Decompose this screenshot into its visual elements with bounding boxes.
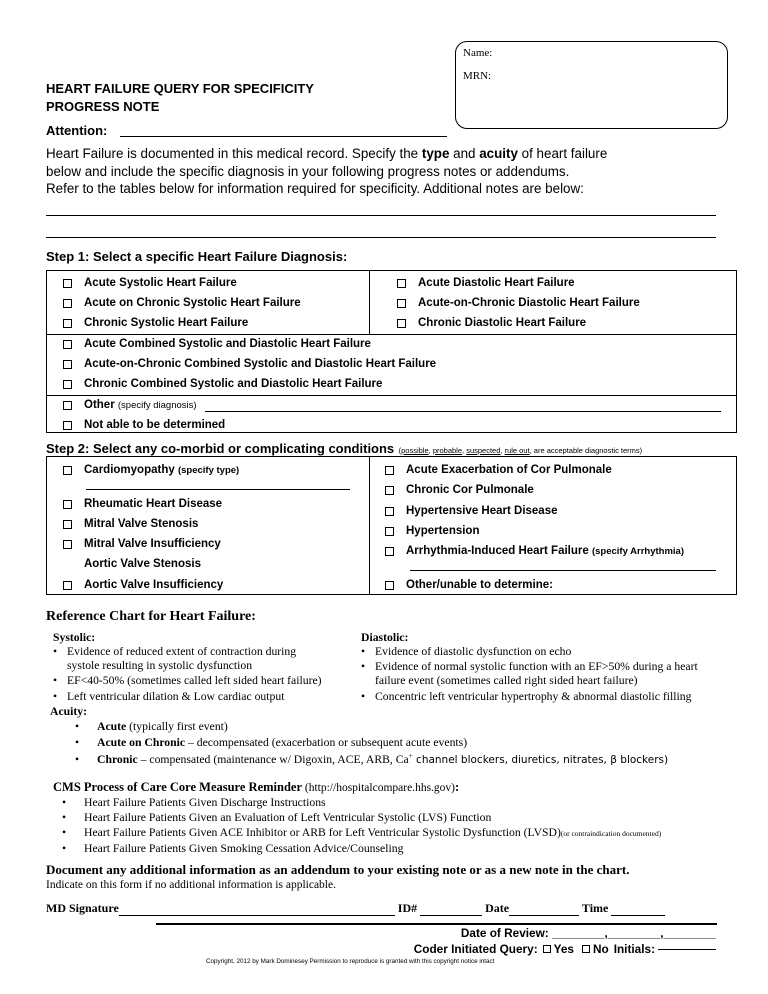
- md-signature-field[interactable]: [119, 915, 395, 916]
- diastolic-item: • Evidence of diastolic dysfunction on echo: [361, 645, 572, 658]
- checkbox[interactable]: [63, 520, 72, 529]
- diastolic-item: • Concentric left ventricular hypertrophy & abnormal diastolic filling: [361, 690, 692, 703]
- form-title-line1: HEART FAILURE QUERY FOR SPECIFICITY: [46, 81, 314, 96]
- diastolic-text: Evidence of normal systolic function with an EF>50% during a heart: [375, 660, 698, 673]
- checkbox[interactable]: [63, 360, 72, 369]
- step2-option-label: Acute Exacerbation of Cor Pulmonale: [406, 464, 612, 476]
- systolic-text: Evidence of reduced extent of contraction during: [67, 645, 297, 658]
- time-field[interactable]: [611, 915, 665, 916]
- step1-option-label: Acute Diastolic Heart Failure: [418, 277, 575, 289]
- diastolic-item-cont: [375, 674, 638, 687]
- systolic-text: systole resulting in systolic dysfunction: [67, 659, 253, 672]
- checkbox[interactable]: [385, 527, 394, 536]
- step1-option-label: Chronic Systolic Heart Failure: [84, 317, 249, 329]
- acuity-tail: channel blockers, diuretics, nitrates, β blockers): [412, 753, 669, 766]
- step1-option-label: Acute on Chronic Systolic Heart Failure: [84, 297, 301, 309]
- acuity-label: Acuity:: [50, 705, 88, 718]
- checkbox[interactable]: [63, 401, 72, 410]
- step1-option-label: Acute-on-Chronic Diastolic Heart Failure: [418, 297, 640, 309]
- checkbox[interactable]: [397, 319, 406, 328]
- intro-line1-b: of heart failure: [521, 146, 608, 161]
- step2-option-label: Aortic Valve Insufficiency: [84, 579, 224, 591]
- step2-option-label: Hypertension: [406, 525, 480, 537]
- diastolic-label: Diastolic:: [361, 631, 409, 644]
- step2-heading: Step 2: Select any co-morbid or complicating conditions: [46, 441, 395, 456]
- step2-option[interactable]: [385, 525, 480, 537]
- checkbox[interactable]: [63, 319, 72, 328]
- acuity-term: Chronic: [97, 752, 138, 766]
- step2-option-label: Chronic Cor Pulmonale: [406, 484, 534, 496]
- step1-option-label: Acute Combined Systolic and Diastolic Heart Failure: [84, 338, 371, 350]
- id-field[interactable]: [420, 915, 482, 916]
- step2-note-tail: , are acceptable diagnostic terms): [529, 446, 643, 455]
- intro-line2: below and include the specific diagnosis in your following progress notes or addendums.: [46, 164, 570, 179]
- systolic-item: • Evidence of reduced extent of contraction during: [53, 645, 297, 658]
- patient-info-box: [455, 41, 728, 129]
- notes-line-2[interactable]: [46, 237, 716, 238]
- cms-item: • Heart Failure Patients Given ACE Inhibitor or ARB for Left Ventricular Systolic Dysfunction (LVSD)(or contraindication documented): [62, 826, 662, 839]
- step1-other-note: (specify diagnosis): [117, 399, 197, 411]
- diastolic-text: Evidence of diastolic dysfunction on echo: [375, 645, 572, 658]
- step2-arrhythmia[interactable]: [385, 545, 684, 557]
- intro-line1-a: Heart Failure is documented in this medical record. Specify the: [46, 146, 419, 161]
- checkbox[interactable]: [63, 279, 72, 288]
- arrhythmia-type-field[interactable]: [410, 570, 716, 571]
- checkbox[interactable]: [385, 507, 394, 516]
- step1-option[interactable]: [63, 297, 301, 309]
- initials-field[interactable]: [658, 949, 716, 950]
- systolic-text: Left ventricular dilation & Low cardiac output: [67, 690, 285, 703]
- id-label: ID#: [397, 901, 418, 915]
- reference-title: Reference Chart for Heart Failure:: [46, 609, 256, 624]
- step1-option[interactable]: [63, 358, 436, 370]
- coder-query-label: Coder Initiated Query:: [413, 942, 538, 956]
- no-label: No: [592, 942, 609, 956]
- footer-rule: [156, 923, 717, 925]
- cms-item: • Heart Failure Patients Given Discharge Instructions: [62, 796, 326, 809]
- step1-rule-1: [46, 334, 737, 335]
- term-suspected: suspected: [466, 446, 501, 455]
- cardiomyopathy-note: (specify type): [177, 464, 240, 476]
- arrhythmia-label: Arrhythmia-Induced Heart Failure: [406, 545, 589, 557]
- acuity-item: • Acute (typically first event): [75, 720, 228, 733]
- cardiomyopathy-type-field[interactable]: [86, 489, 350, 490]
- step1-option[interactable]: [63, 338, 371, 350]
- mrn-label: MRN:: [463, 70, 492, 82]
- checkbox[interactable]: [63, 421, 72, 430]
- diastolic-text: failure event (sometimes called right sided heart failure): [375, 674, 638, 687]
- step2-option[interactable]: [385, 464, 612, 476]
- cms-item-text: Heart Failure Patients Given an Evaluation of Left Ventricular Systolic (LVS) Function: [84, 811, 492, 824]
- signature-row: [46, 901, 665, 916]
- date-field[interactable]: [509, 915, 579, 916]
- intro-line3: Refer to the tables below for information required for specificity. Additional notes are below:: [46, 181, 584, 196]
- step2-other-label: Other/unable to determine:: [406, 579, 553, 591]
- step2-other[interactable]: [385, 579, 553, 591]
- systolic-item: • Left ventricular dilation & Low cardiac output: [53, 690, 285, 703]
- step1-option-label: Chronic Diastolic Heart Failure: [418, 317, 587, 329]
- term-possible: possible: [401, 446, 429, 455]
- step1-not-able[interactable]: [63, 419, 225, 431]
- yes-checkbox[interactable]: [543, 945, 551, 953]
- cms-title: CMS Process of Care Core Measure Reminder: [53, 780, 303, 794]
- systolic-text: EF<40-50% (sometimes called left sided heart failure): [67, 674, 322, 687]
- step2-option-label: Hypertensive Heart Disease: [406, 505, 558, 517]
- term-probable: probable: [432, 446, 463, 455]
- step2-option[interactable]: [63, 518, 198, 530]
- other-diagnosis-field[interactable]: [205, 411, 721, 412]
- attention-label: Attention:: [46, 123, 108, 138]
- step2-option[interactable]: [385, 505, 558, 517]
- step1-other[interactable]: [63, 399, 197, 411]
- diastolic-item: • Evidence of normal systolic function with an EF>50% during a heart: [361, 660, 698, 673]
- systolic-item: • EF<40-50% (sometimes called left sided heart failure): [53, 674, 322, 687]
- notes-line-1[interactable]: [46, 215, 716, 216]
- step2-cardiomyopathy[interactable]: [63, 464, 239, 476]
- step2-option[interactable]: [63, 579, 223, 591]
- indicate-line: Indicate on this form if no additional information is applicable.: [46, 879, 336, 891]
- intro-type: type: [421, 146, 450, 161]
- step2-option-label: Mitral Valve Stenosis: [84, 518, 199, 530]
- acuity-item: • Chronic – compensated (maintenance w/ Digoxin, ACE, ARB, Ca+ channel blockers, diuretics, nitrates, β blockers): [75, 752, 669, 766]
- checkbox[interactable]: [63, 380, 72, 389]
- date-label: Date: [485, 901, 510, 915]
- step2-option[interactable]: [63, 498, 222, 510]
- cms-colon: :: [455, 780, 460, 794]
- systolic-label: Systolic:: [53, 631, 96, 644]
- checkbox[interactable]: [397, 299, 406, 308]
- step1-option-label: Chronic Combined Systolic and Diastolic Heart Failure: [84, 378, 383, 390]
- step1-divider: [369, 270, 370, 334]
- yes-label: Yes: [553, 942, 574, 956]
- checkbox[interactable]: [63, 581, 72, 590]
- checkbox[interactable]: [63, 540, 72, 549]
- attention-field[interactable]: [120, 136, 447, 137]
- acuity-term: Acute: [97, 720, 127, 733]
- acuity-desc: – compensated (maintenance w/ Digoxin, ACE, ARB, Ca: [137, 752, 409, 766]
- copyright: Copyright, 2012 by Mark Dominesey Permission to reproduce is granted with this copyright notice intact: [206, 958, 495, 965]
- step2-option-label: Rheumatic Heart Disease: [84, 498, 223, 510]
- step2-divider: [369, 456, 370, 595]
- date-of-review[interactable]: Date of Review: ________,________,________: [460, 926, 716, 940]
- form-title-line2: PROGRESS NOTE: [46, 99, 160, 114]
- step2-option[interactable]: [63, 538, 221, 550]
- name-label: Name:: [463, 47, 493, 59]
- coder-query-row: [414, 942, 716, 956]
- checkbox[interactable]: [385, 547, 394, 556]
- acuity-sup: +: [408, 752, 413, 760]
- diastolic-text: Concentric left ventricular hypertrophy & abnormal diastolic filling: [375, 690, 692, 703]
- cms-item-text: Heart Failure Patients Given ACE Inhibitor or ARB for Left Ventricular Systolic Dysfunction (LVSD): [84, 826, 561, 839]
- cms-item-text: Heart Failure Patients Given Smoking Cessation Advice/Counseling: [84, 842, 404, 855]
- checkbox[interactable]: [397, 279, 406, 288]
- checkbox[interactable]: [63, 500, 72, 509]
- step1-option-label: Acute Systolic Heart Failure: [84, 277, 237, 289]
- intro-and: and: [453, 146, 476, 161]
- step1-option[interactable]: [63, 378, 382, 390]
- step1-heading: Step 1: Select a specific Heart Failure Diagnosis:: [46, 249, 348, 264]
- cms-item: • Heart Failure Patients Given an Evaluation of Left Ventricular Systolic (LVS) Function: [62, 811, 492, 824]
- md-signature-label: MD Signature: [46, 901, 119, 915]
- checkbox[interactable]: [63, 340, 72, 349]
- cms-heading: [53, 780, 459, 795]
- cms-item-text: Heart Failure Patients Given Discharge Instructions: [84, 796, 326, 809]
- acuity-desc: – decompensated (exacerbation or subsequent acute events): [185, 736, 468, 749]
- checkbox[interactable]: [63, 466, 72, 475]
- step1-rule-2: [46, 395, 737, 396]
- checkbox[interactable]: [385, 466, 394, 475]
- document-line: Document any additional information as an addendum to your existing note or as a new note in the chart.: [46, 862, 630, 877]
- step1-option[interactable]: [397, 317, 586, 329]
- step1-not-able-label: Not able to be determined: [84, 419, 226, 431]
- step2-option[interactable]: [63, 558, 201, 570]
- systolic-item-cont: [67, 659, 252, 672]
- no-checkbox[interactable]: [582, 945, 590, 953]
- initials-label: Initials:: [613, 942, 655, 956]
- step2-option-label: Aortic Valve Stenosis: [84, 558, 201, 570]
- step1-option[interactable]: [63, 277, 237, 289]
- step1-other-label: Other: [84, 399, 115, 411]
- step2-note: (possible, probable, suspected, rule out, are acceptable diagnostic terms): [398, 446, 643, 455]
- acuity-desc: (typically first event): [126, 720, 228, 733]
- cms-url: (http://hospitalcompare.hhs.gov): [302, 782, 456, 794]
- intro-line1: [46, 146, 607, 161]
- arrhythmia-note: (specify Arrhythmia): [591, 545, 684, 557]
- checkbox[interactable]: [385, 581, 394, 590]
- cardiomyopathy-label: Cardiomyopathy: [84, 464, 175, 476]
- checkbox[interactable]: [385, 486, 394, 495]
- acuity-term: Acute on Chronic: [97, 736, 186, 749]
- step2-option-label: Mitral Valve Insufficiency: [84, 538, 221, 550]
- term-rule-out: rule out: [504, 446, 530, 455]
- step1-option[interactable]: [397, 297, 640, 309]
- intro-acuity: acuity: [479, 146, 518, 161]
- time-label: Time: [581, 901, 609, 915]
- step2-option[interactable]: [385, 484, 534, 496]
- checkbox[interactable]: [63, 299, 72, 308]
- acuity-item: • Acute on Chronic – decompensated (exacerbation or subsequent acute events): [75, 736, 468, 749]
- cms-item: • Heart Failure Patients Given Smoking Cessation Advice/Counseling: [62, 842, 404, 855]
- step1-option[interactable]: [63, 317, 248, 329]
- cms-item-note: (or contraindication documented): [560, 829, 662, 838]
- step1-option-label: Acute-on-Chronic Combined Systolic and Diastolic Heart Failure: [84, 358, 437, 370]
- step1-option[interactable]: [397, 277, 575, 289]
